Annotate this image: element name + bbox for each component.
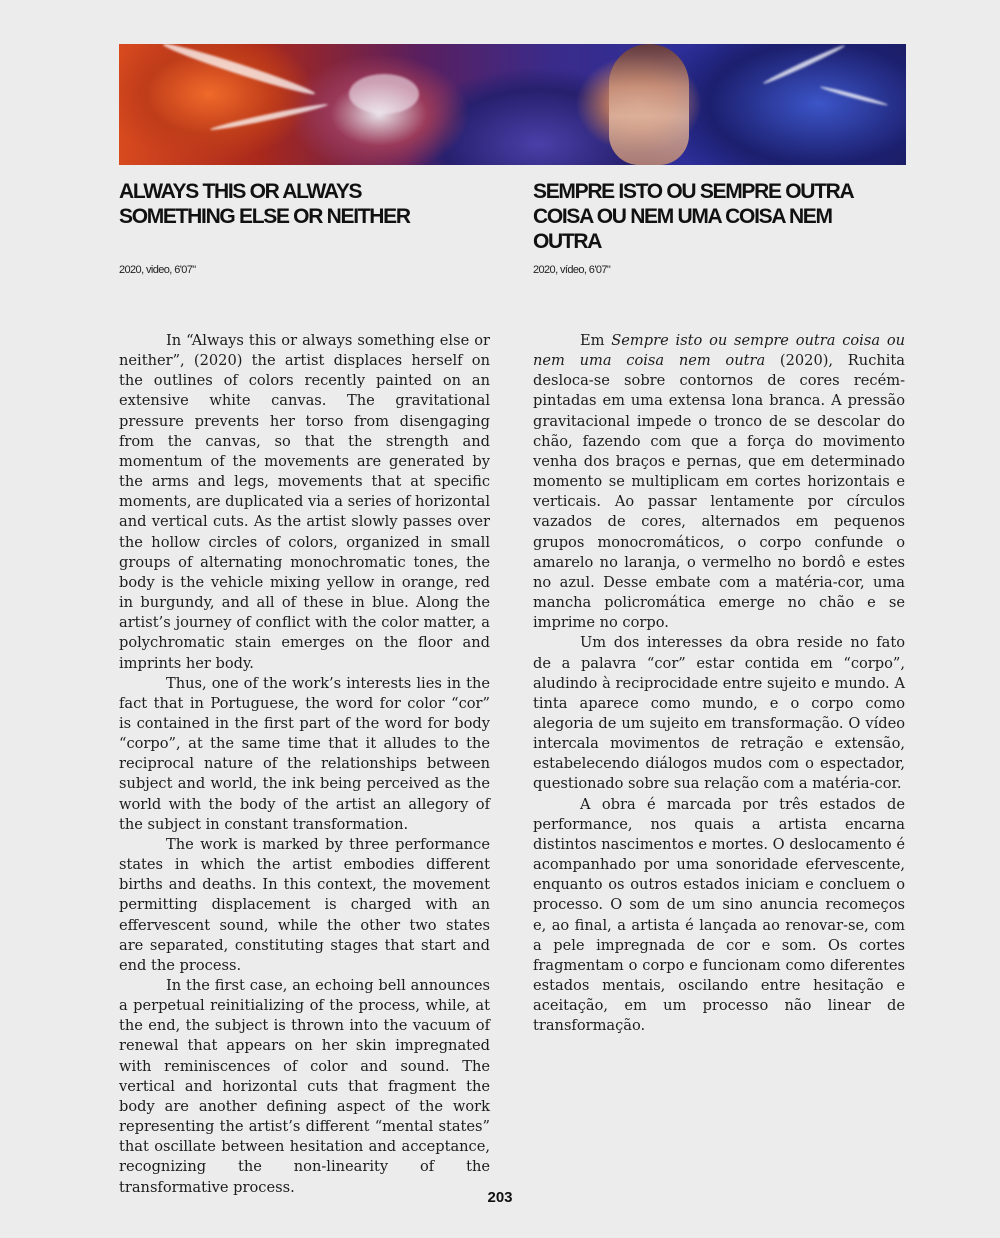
english-paragraph-3: The work is marked by three performance states in which the artist embodies different births and deaths. In this context, the movement permitting displacement is charged with an effervescent sound, while the other two states are separated, constituting stages that start and end the process. (119, 835, 490, 974)
portuguese-p1-prefix: Em (580, 332, 612, 349)
english-paragraph-2: Thus, one of the work’s interests lies in the fact that in Portuguese, the word for color “cor” is contained in the first part of the word for body “corpo”, at the same time that it alludes to the reciprocal nature of the relationships between subject and world, the ink being perceived as the world with the body of the artist an allegory of the subject in constant transformation. (119, 674, 490, 833)
portuguese-paragraph-3: A obra é marcada por três estados de performance, nos quais a artista encarna distintos nascimentos e mortes. O deslocamento é acompanhado por uma sonoridade efervescente, enquanto os outros estados iniciam e concluem o processo. O som de um sino anuncia recomeços e, ao final, a artista é lançada ao renovar-se, com a pele impregnada de cor e som. Os cortes fragmentam o corpo e funcionam como diferentes estados mentais, oscilando entre hesitação e aceitação, em um processo não linear de transformação. (533, 795, 905, 1035)
portuguese-paragraph-2: Um dos interesses da obra reside no fato de a palavra “cor” estar contida em “corpo”, aludindo à reciprocidade entre sujeito e mundo. A tinta aparece como mundo, e o corpo como alegoria de um sujeito em transformação. O vídeo intercala movimentos de retração e extensão, estabelecendo diálogos mudos com o espectador, questionado sobre sua relação com a matéria-cor. (533, 634, 905, 793)
banner-image (119, 44, 906, 165)
portuguese-body (533, 331, 905, 1036)
portuguese-title: SEMPRE ISTO OU SEMPRE OUTRA COISA OU NEM UMA COISA NEM OUTRA (533, 180, 853, 253)
english-body (119, 331, 490, 1198)
english-meta: 2020, video, 6'07" (119, 264, 196, 276)
english-paragraph-4: In the first case, an echoing bell announces a perpetual reinitializing of the process, while, at the end, the subject is thrown into the vacuum of renewal that appears on her skin impregnated with reminiscences of color and sound. The vertical and horizontal cuts that fragment the body are another defining aspect of the work representing the artist’s different “mental states” that oscillate between hesitation and acceptance, recognizing the non-linearity of the transformative process. (119, 977, 490, 1196)
english-paragraph-1: In “Always this or always something else or neither”, (2020) the artist displaces herself on the outlines of colors recently painted on an extensive white canvas. The gravitational pressure prevents her torso from disengaging from the canvas, so that the strength and momentum of the movements are generated by the arms and legs, movements that at specific moments, are duplicated via a series of horizontal and vertical cuts. As the artist slowly passes over the hollow circles of colors, organized in small groups of alternating monochromatic tones, the body is the vehicle mixing yellow in orange, red in burgundy, and all of these in blue. Along the artist’s journey of conflict with the color matter, a polychromatic stain emerges on the floor and imprints her body. (119, 332, 490, 672)
portuguese-work-title: Sempre isto ou sempre outra coisa ou nem uma coisa nem outra (533, 332, 905, 370)
portuguese-paragraph-1 (533, 331, 905, 633)
english-title: ALWAYS THIS OR ALWAYS SOMETHING ELSE OR NEITHER (119, 180, 410, 228)
page-number: 203 (487, 1189, 513, 1206)
portuguese-p1-rest: (2020), Ruchita desloca-se sobre contornos de cores recém-pintadas em uma extensa lona branca. A pressão gravitacional impede o tronco de se descolar do chão, fazendo com que a força do movimento venha dos braços e pernas, que em determinado momento se multiplicam em cortes horizontais e verticais. Ao passar lentamente por círculos vazados de cores, alternados em pequenos grupos monocromáticos, o corpo confunde o amarelo no laranja, o vermelho no bordô e estes no azul. Desse embate com a matéria-cor, uma mancha policromática emerge no chão e se imprime no corpo. (533, 352, 905, 632)
portuguese-meta: 2020, vídeo, 6'07" (533, 264, 611, 276)
